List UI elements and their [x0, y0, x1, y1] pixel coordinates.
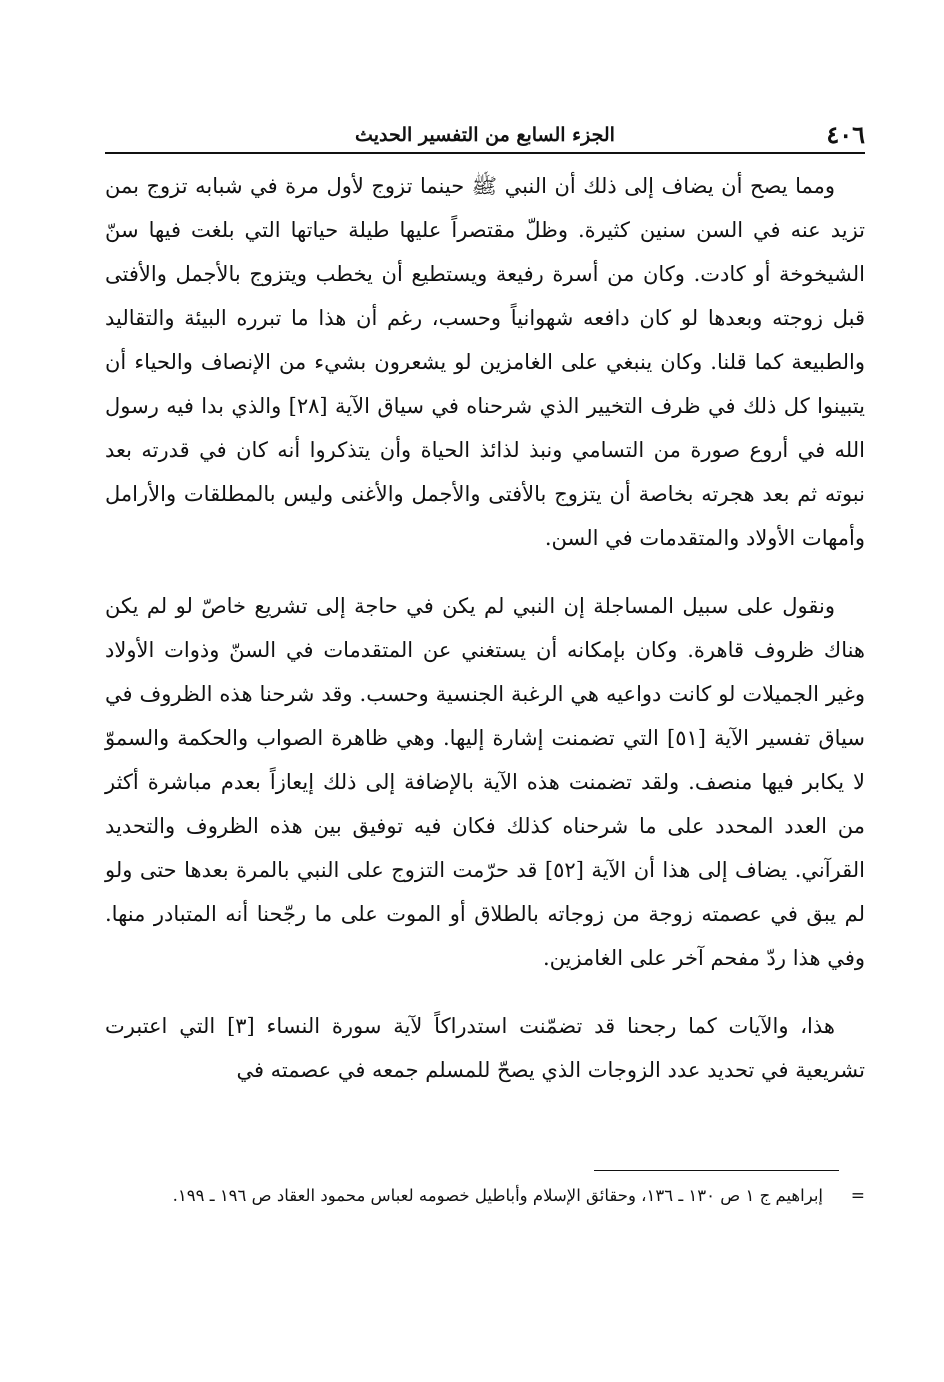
header-rule — [105, 152, 865, 154]
footnote-continuation-marker: = — [850, 1186, 865, 1206]
page-number: ٤٠٦ — [826, 120, 865, 149]
paragraph-2: ونقول على سبيل المساجلة إن النبي لم يكن في حاجة إلى تشريع خاصّ لو لم يكن هناك ظروف قاهرة. وكان بإمكانه أن يستغني عن المتقدمات في السنّ وذوات الأولاد وغير الجميلات لو كانت دواعيه هي الرغبة الجنسية وحسب. وقد شرحنا هذه الظروف في سياق تفسير الآية [٥١] التي تضمنت إشارة إليها. وهي ظاهرة الصواب والحكمة والسموّ لا يكابر فيها منصف. ولقد تضمنت هذه الآية بالإضافة إلى ذلك إيعازاً بعدم مباشرة أكثر من العدد المحدد على ما شرحناه كذلك فكان فيه توفيق بين هذه الظروف والتحديد القرآني. يضاف إلى هذا أن الآية [٥٢] قد حرّمت التزوج على النبي بالمرة بعدها حتى ولو لم يبق في عصمته زوجة من زوجاته بالطلاق أو الموت على ما رجّحنا أنه المتبادر منها. وفي هذا ردّ مفحم آخر على الغامزين. — [105, 594, 865, 970]
page-header — [105, 118, 865, 152]
paragraph-1: ومما يصح أن يضاف إلى ذلك أن النبي ﷺ حينما تزوج لأول مرة في شبابه تزوج بمن تزيد عنه في السن سنين كثيرة. وظلّ مقتصراً عليها طيلة حياتها التي بلغت فيها سنّ الشيخوخة أو كادت. وكان من أسرة رفيعة ويستطيع أن يخطب ويتزوج بالأجمل والأفتى قبل زوجته وبعدها لو كان دافعه شهوانياً وحسب، رغم أن هذا ما تبرره البيئة والتقاليد والطبيعة كما قلنا. وكان ينبغي على الغامزين لو يشعرون بشيء من الإنصاف والحياء أن يتبينوا كل ذلك في ظرف التخيير الذي شرحناه في سياق الآية [٢٨] والذي بدا فيه رسول الله في أروع صورة من التسامي ونبذ لذائذ الحياة وأن يتذكروا أنه كان في قدرته بعد نبوته ثم بعد هجرته بخاصة أن يتزوج بالأفتى والأجمل والأغنى وليس بالمطلقات والأرامل وأمهات الأولاد والمتقدمات في السن. — [105, 174, 865, 550]
paragraph-3: هذا، والآيات كما رجحنا قد تضمّنت استدراكاً لآية سورة النساء [٣] التي اعتبرت تشريعية في تحديد عدد الزوجات الذي يصحّ للمسلم جمعه في عصمته في — [105, 1014, 865, 1082]
footnote — [105, 1180, 865, 1212]
running-title: الجزء السابع من التفسير الحديث — [355, 124, 615, 146]
footnote-rule — [594, 1170, 839, 1171]
footnote-text: إبراهيم ج ١ ص ١٣٠ ـ ١٣٦، وحقائق الإسلام وأباطيل خصومه لعباس محمود العقاد ص ١٩٦ ـ ١٩٩. — [172, 1186, 823, 1205]
body-text — [105, 164, 865, 1092]
